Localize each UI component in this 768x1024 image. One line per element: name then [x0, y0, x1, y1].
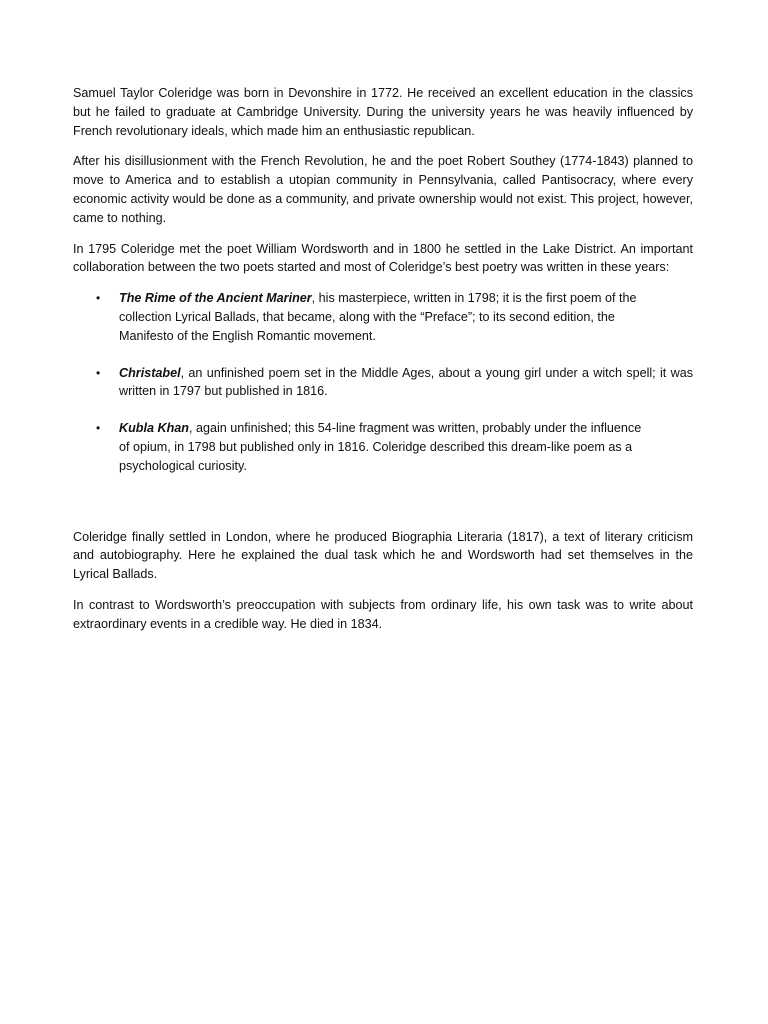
- list-item: [73, 364, 693, 402]
- paragraph-conclusion: In contrast to Wordsworth’s preoccupation with subjects from ordinary life, his own task was to write about extraordinary events in a credible way. He died in 1834.: [73, 597, 693, 631]
- paragraph-pantisocracy: After his disillusionment with the French Revolution, he and the poet Robert Southey (1774-1843) planned to move to America and to establish a utopian community in Pennsylvania, called Pantisocracy, where every economic activity would be done as a community, and private ownership would not exist. This project, however, came to nothing.: [73, 154, 693, 225]
- paragraph-wordsworth: In 1795 Coleridge met the poet William Wordsworth and in 1800 he settled in the Lake District. An important collaboration between the two poets started and most of Coleridge’s best poetry was written in these years:: [73, 241, 693, 275]
- work-description: , an unfinished poem set in the Middle Ages, about a young girl under a witch spell; it was written in 1797 but published in 1816.: [119, 365, 693, 399]
- work-title: Kubla Khan: [119, 421, 189, 436]
- work-title: Christabel: [119, 365, 181, 380]
- bullet-icon: •: [96, 421, 101, 436]
- spacer: [73, 494, 693, 528]
- bullet-icon: •: [96, 291, 101, 306]
- list-item: [73, 289, 693, 345]
- works-list: [73, 289, 693, 475]
- work-description: , again unfinished; this 54-line fragment was written, probably under the influence of opium, in 1798 but published only in 1816. Coleridge described this dream-like poem as a psychological curiosity.: [119, 421, 642, 473]
- work-description: , his masterpiece, written in 1798; it is the first poem of the collection Lyrical Ballads, that became, along with the “Preface”; to its second edition, the Manifesto of the English Romantic movement.: [119, 291, 637, 343]
- list-item-text: [119, 419, 693, 475]
- paragraph-london: Coleridge finally settled in London, where he produced Biographia Literaria (1817), a text of literary criticism and autobiography. Here he explained the dual task which he and Wordsworth had set themselves in the Lyrical Ballads.: [73, 529, 693, 582]
- list-item-text: [119, 289, 693, 345]
- list-item: [73, 419, 693, 475]
- paragraph-intro: Samuel Taylor Coleridge was born in Devonshire in 1772. He received an excellent education in the classics but he failed to graduate at Cambridge University. During the university years he was heavily influenced by French revolutionary ideals, which made him an enthusiastic republican.: [73, 86, 693, 138]
- list-item-text: [119, 364, 693, 402]
- bullet-icon: •: [96, 365, 101, 380]
- work-title: The Rime of the Ancient Mariner: [119, 291, 312, 306]
- document-page: [73, 84, 693, 634]
